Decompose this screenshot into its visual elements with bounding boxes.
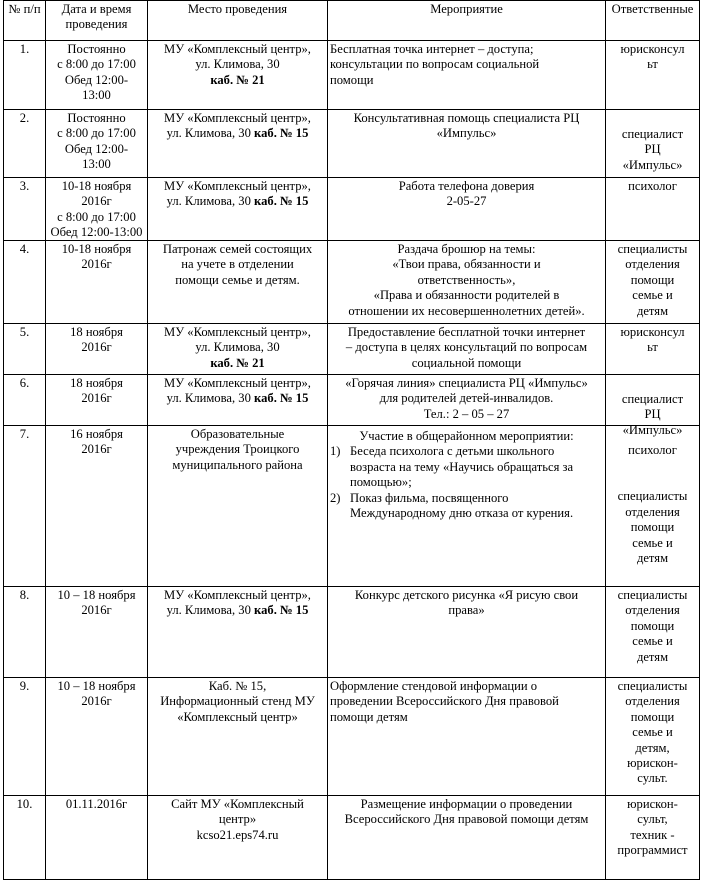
place-line: «Комплексный центр» [177, 709, 298, 724]
responsible-line: специалист [621, 392, 684, 406]
cell-event [328, 678, 606, 795]
event-line: Всероссийского Дня правовой помощи детям [344, 812, 589, 827]
table-row [4, 678, 699, 796]
responsible-line: РЦ [644, 407, 661, 422]
table-row [4, 426, 699, 587]
place-line: ул. Климова, 30 [195, 57, 280, 72]
date-line: 2016г [81, 194, 112, 209]
responsible-line: сульт, [637, 812, 668, 827]
date-line: 13:00 [82, 157, 111, 172]
event-line: Раздача брошюр на темы: [397, 242, 536, 256]
room-number: каб. № 15 [254, 603, 309, 618]
place-line: kcso21.eps74.ru [196, 827, 279, 842]
cell-responsible [606, 375, 699, 437]
list-marker: 1) [330, 444, 341, 459]
cell-event [328, 41, 606, 109]
cell-date [46, 375, 148, 425]
date-line: Обед 12:00-13:00 [50, 225, 143, 240]
cell-event [328, 796, 606, 880]
cell-responsible [606, 41, 699, 109]
place-line: помощи семье и детям. [175, 272, 300, 287]
row-number: 2. [19, 111, 30, 125]
address-text: ул. Климова, 30 [166, 391, 255, 406]
event-line: Работа телефона доверия [398, 179, 535, 193]
place-line: МУ «Комплексный центр», [164, 588, 311, 602]
date-line: 10 – 18 ноября [57, 679, 136, 693]
room-number: каб. № 15 [254, 126, 309, 141]
cell-date [46, 110, 148, 177]
row-number: 10. [16, 797, 33, 811]
cell-date [46, 241, 148, 323]
place-line: Патронаж семей состоящих [162, 242, 313, 256]
row-number: 3. [19, 179, 30, 193]
address-text: ул. Климова, 30 [166, 126, 255, 141]
cell-num [4, 241, 46, 323]
responsible-line: детям, [635, 740, 670, 755]
cell-date [46, 426, 148, 586]
date-line: с 8:00 до 17:00 [57, 126, 136, 141]
cell-event [328, 375, 606, 425]
table-row [4, 110, 699, 178]
header-responsible: Ответственные [611, 2, 694, 16]
date-line: 2016г [81, 391, 112, 406]
place-line: Образовательные [190, 427, 285, 441]
responsible-line: специалисты [617, 588, 688, 602]
table-row [4, 324, 699, 375]
place-line: на учете в отделении [181, 257, 294, 272]
header-event: Мероприятие [328, 1, 606, 40]
date-line: 2016г [81, 257, 112, 272]
responsible-line: специалист [621, 127, 684, 141]
date-line: 2016г [81, 340, 112, 355]
place-line: МУ «Комплексный центр», [164, 111, 311, 125]
date-line: 18 ноября [70, 376, 123, 390]
responsible-line: «Импульс» [622, 422, 683, 437]
responsible-line: отделения [625, 257, 680, 272]
responsible-line: ьт [647, 57, 658, 72]
place-line: МУ «Комплексный центр», [164, 376, 311, 390]
header-date: Дата и время проведения [46, 1, 148, 40]
date-line: Обед 12:00- [64, 72, 129, 87]
table-header-row [4, 1, 699, 41]
event-line: Показ фильма, посвященного [350, 490, 509, 505]
responsible-line: юрисконсул [620, 325, 685, 339]
date-line: 13:00 [82, 88, 111, 103]
cell-responsible [606, 110, 699, 177]
event-line: Международному дню отказа от курения. [350, 506, 574, 521]
cell-place [148, 241, 328, 323]
event-line: «Твои права, обязанности и [392, 257, 541, 272]
header-place: Место проведения [148, 1, 328, 40]
place-line: центр» [218, 812, 257, 827]
responsible-line: «Импульс» [622, 157, 683, 172]
responsible-line: сульт. [637, 771, 668, 786]
spacer [608, 458, 697, 489]
date-line: с 8:00 до 17:00 [57, 57, 136, 72]
cell-place [148, 324, 328, 374]
date-line: 01.11.2016г [65, 797, 128, 811]
cell-responsible [606, 796, 699, 880]
table-row [4, 587, 699, 678]
row-number: 6. [19, 376, 30, 390]
date-line: 18 ноября [70, 325, 123, 339]
cell-place [148, 796, 328, 880]
cell-place [148, 375, 328, 425]
place-line: ул. Климова, 30 [195, 340, 280, 355]
cell-place [148, 426, 328, 586]
room-number: каб. № 15 [254, 391, 309, 406]
cell-date [46, 796, 148, 880]
event-line: Беседа психолога с детьми школьного [350, 444, 555, 459]
cell-place [148, 678, 328, 795]
event-line: «Права и обязанности родителей в [373, 288, 560, 303]
event-line: Бесплатная точка интернет – доступа; [330, 42, 534, 56]
event-line: Предоставление бесплатной точки интернет [347, 325, 586, 339]
cell-num [4, 375, 46, 425]
list-marker: 2) [330, 490, 341, 505]
responsible-line: отделения [625, 694, 680, 709]
cell-responsible [606, 426, 699, 586]
cell-responsible [606, 678, 699, 795]
table-row [4, 796, 699, 880]
date-line: Постоянно [67, 111, 126, 125]
row-number: 5. [19, 325, 30, 339]
address-text: ул. Климова, 30 [166, 603, 255, 618]
events-table [3, 0, 700, 880]
event-line: Консультативная помощь специалиста РЦ [353, 111, 580, 125]
table-row [4, 41, 699, 110]
place-line [150, 603, 325, 618]
cell-date [46, 678, 148, 795]
cell-responsible [606, 241, 699, 323]
row-number: 8. [19, 588, 30, 602]
row-number: 7. [19, 427, 30, 441]
responsible-line: семье и [632, 535, 673, 550]
cell-place [148, 41, 328, 109]
responsible-line: юрискон- [627, 756, 678, 771]
responsible-line: психолог [628, 443, 677, 457]
row-number: 4. [19, 242, 30, 256]
responsible-line: юрискон- [627, 797, 678, 811]
event-line: консультации по вопросам социальной [330, 57, 540, 72]
date-line: 2016г [81, 603, 112, 618]
responsible-line: РЦ [644, 142, 661, 157]
responsible-line: помощи [630, 272, 675, 287]
place-line: учреждения Троицкого [175, 442, 300, 457]
room-number: каб. № 15 [254, 194, 309, 209]
cell-responsible [606, 587, 699, 677]
room-number: каб. № 21 [210, 72, 265, 87]
event-list-item [330, 491, 603, 522]
date-line: Обед 12:00- [64, 141, 129, 156]
date-line: Постоянно [67, 42, 126, 56]
cell-place [148, 178, 328, 240]
responsible-line: помощи [630, 520, 675, 535]
cell-date [46, 587, 148, 677]
responsible-line: детям [636, 303, 669, 318]
cell-event [328, 178, 606, 240]
event-line: отношении их несовершеннолетних детей». [348, 303, 585, 318]
date-line: 2016г [81, 694, 112, 709]
responsible-line: отделения [625, 504, 680, 519]
table-row [4, 241, 699, 324]
responsible-line: юрисконсул [620, 42, 685, 56]
cell-num [4, 796, 46, 880]
cell-date [46, 178, 148, 240]
place-line [150, 126, 325, 141]
cell-responsible [606, 324, 699, 374]
place-line: муниципального района [172, 457, 303, 472]
event-list-item [330, 444, 603, 490]
place-line: МУ «Комплексный центр», [164, 325, 311, 339]
event-line: социальной помощи [411, 355, 522, 370]
cell-date [46, 41, 148, 109]
cell-place [148, 110, 328, 177]
responsible-line: семье и [632, 725, 673, 740]
cell-num [4, 426, 46, 586]
event-line: помощи детям [330, 709, 408, 724]
cell-num [4, 41, 46, 109]
table-row [4, 178, 699, 241]
responsible-line: детям [636, 551, 669, 566]
responsible-line: детям [636, 649, 669, 664]
room-number: каб. № 21 [210, 355, 265, 370]
cell-event [328, 241, 606, 323]
event-line: Оформление стендовой информации о [330, 679, 538, 693]
date-line: 2016г [81, 442, 112, 457]
event-line: – доступа в целях консультаций по вопросам [345, 340, 588, 355]
event-line: «Горячая линия» специалиста РЦ «Импульс» [345, 376, 588, 390]
cell-event [328, 110, 606, 177]
event-intro: Участие в общерайонном мероприятии: [359, 429, 574, 443]
responsible-line: семье и [632, 634, 673, 649]
date-line: с 8:00 до 17:00 [57, 209, 136, 224]
date-line: 10 – 18 ноября [57, 588, 136, 602]
responsible-line: ьт [647, 340, 658, 355]
responsible-line: помощи [630, 618, 675, 633]
responsible-line: программист [617, 843, 688, 858]
responsible-line: специалисты [617, 242, 688, 256]
responsible-line: помощи [630, 709, 675, 724]
event-line: Конкурс детского рисунка «Я рисую свои [354, 588, 579, 602]
responsible-line: специалисты [617, 679, 688, 693]
cell-event [328, 587, 606, 677]
event-line: 2-05-27 [446, 194, 487, 209]
responsible-line: отделения [625, 603, 680, 618]
cell-num [4, 587, 46, 677]
place-line: Каб. № 15, [208, 679, 267, 693]
place-line: МУ «Комплексный центр», [164, 42, 311, 56]
event-line: проведении Всероссийского Дня правовой [330, 694, 559, 709]
event-line: Тел.: 2 – 05 – 27 [423, 406, 510, 421]
event-line: ответственность», [417, 272, 516, 287]
event-line: помощью»; [350, 475, 412, 490]
cell-num [4, 678, 46, 795]
responsible-line: специалисты [617, 489, 688, 504]
cell-date [46, 324, 148, 374]
place-line: Информационный стенд МУ [160, 694, 315, 709]
cell-event [328, 324, 606, 374]
responsible-line: семье и [632, 288, 673, 303]
date-line: 10-18 ноября [61, 179, 132, 193]
event-line: Размещение информации о проведении [360, 797, 573, 811]
cell-num [4, 324, 46, 374]
date-line: 10-18 ноября [61, 242, 132, 256]
cell-num [4, 178, 46, 240]
cell-place [148, 587, 328, 677]
address-text: ул. Климова, 30 [166, 194, 255, 209]
place-line: Сайт МУ «Комплексный [171, 797, 304, 811]
responsible-line: психолог [628, 179, 677, 193]
event-line: помощи [330, 72, 374, 87]
event-line: «Импульс» [436, 126, 497, 141]
event-line: для родителей детей-инвалидов. [379, 391, 554, 406]
event-line: права» [448, 603, 485, 618]
responsible-line: техник - [630, 827, 675, 842]
cell-num [4, 110, 46, 177]
place-line: МУ «Комплексный центр», [164, 179, 311, 193]
cell-responsible [606, 178, 699, 240]
place-line [150, 194, 325, 209]
header-num: № п/п [4, 1, 46, 40]
place-line [150, 391, 325, 406]
cell-event [328, 426, 606, 586]
row-number: 9. [19, 679, 30, 693]
event-line: возраста на тему «Научись обращаться за [350, 459, 574, 474]
row-number: 1. [19, 42, 30, 56]
date-line: 16 ноября [70, 427, 123, 441]
